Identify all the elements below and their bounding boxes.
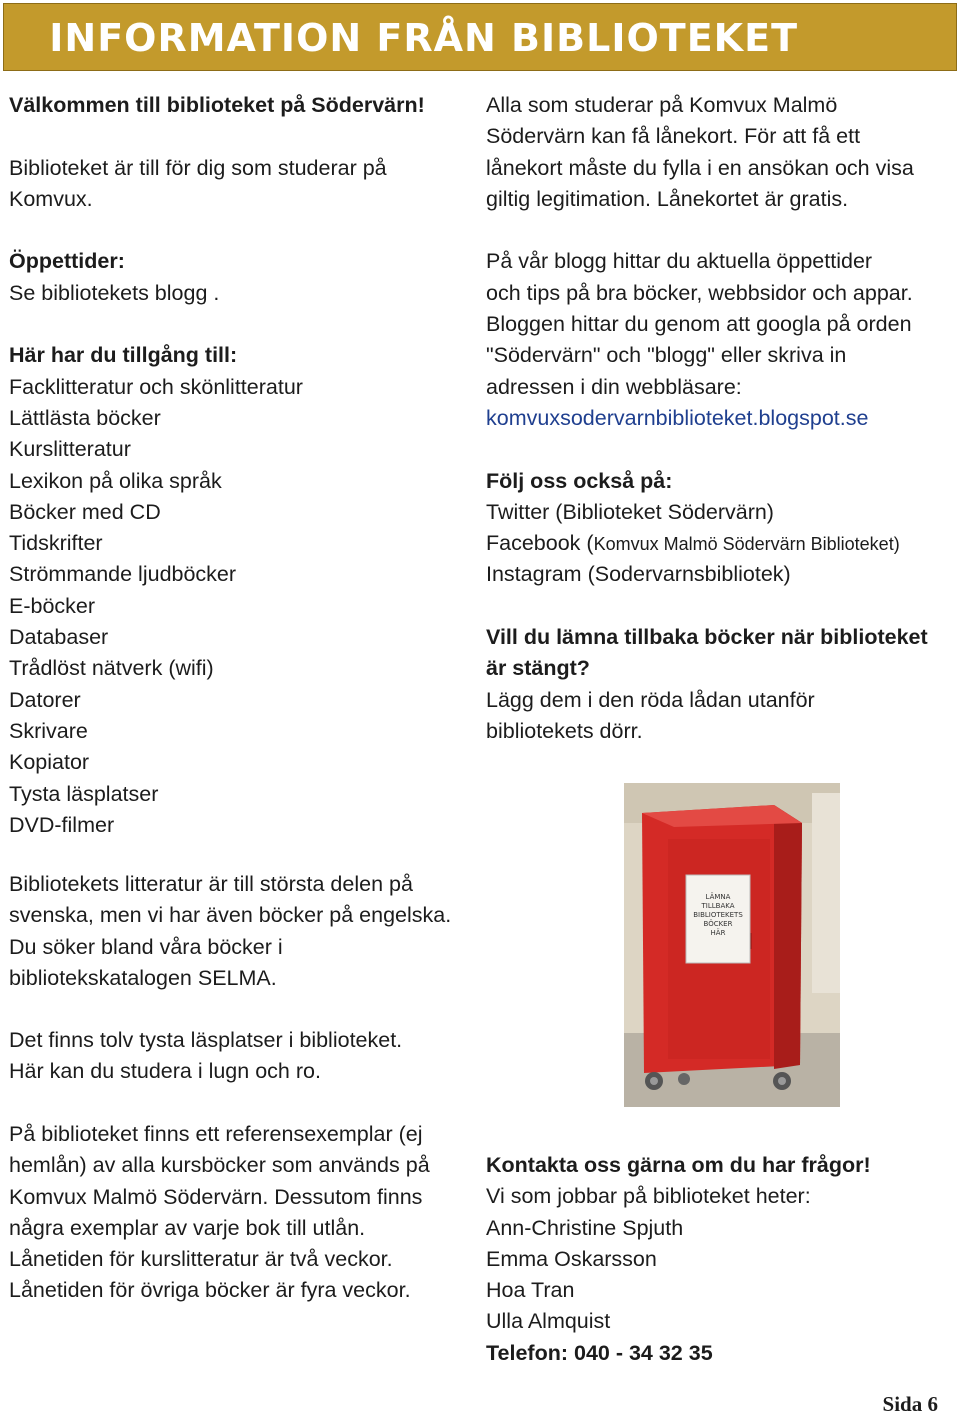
right-column: [486, 90, 956, 747]
facebook-prefix: Facebook (: [486, 531, 594, 556]
card-line: giltig legitimation. Lånekortet är gratis.: [486, 186, 849, 211]
quiet-paragraph: [9, 1025, 479, 1088]
staff-name: Emma Oskarsson: [486, 1246, 657, 1271]
contact-intro: Vi som jobbar på biblioteket heter:: [486, 1184, 811, 1209]
reference-paragraph: [9, 1119, 479, 1307]
sign-line: HÄR: [710, 929, 726, 937]
paragraph-line: Bibliotekets litteratur är till största delen på: [9, 872, 413, 896]
list-item: Trådlöst nätverk (wifi): [9, 656, 214, 681]
list-item: E-böcker: [9, 593, 96, 618]
staff-name: Hoa Tran: [486, 1278, 575, 1303]
paragraph-line: Lånetiden för övriga böcker är fyra veckor.: [9, 1278, 411, 1303]
paragraph-line: Här kan du studera i lugn och ro.: [9, 1059, 321, 1084]
facebook-name: Komvux Malmö Södervärn Biblioteket): [593, 534, 900, 555]
paragraph-line: Det finns tolv tysta läsplatser i biblioteket.: [9, 1028, 403, 1052]
paragraph-line: Komvux Malmö Södervärn. Dessutom finns: [9, 1184, 423, 1209]
return-heading: är stängt?: [486, 656, 590, 681]
list-item: Lättlästa böcker: [9, 405, 161, 430]
access-list: [9, 372, 479, 841]
paragraph-line: svenska, men vi har även böcker på engelska.: [9, 903, 452, 928]
blog-line: Bloggen hittar du genom att googla på orden: [486, 312, 912, 337]
access-heading: Här har du tillgång till:: [9, 343, 238, 368]
card-line: Alla som studerar på Komvux Malmö: [486, 93, 838, 117]
paragraph-line: På biblioteket finns ett referensexemplar (ej: [9, 1122, 423, 1146]
list-item: DVD-filmer: [9, 812, 115, 837]
list-item: Lexikon på olika språk: [9, 468, 222, 493]
welcome-heading: Välkommen till biblioteket på Södervärn!: [9, 93, 425, 117]
list-item: Böcker med CD: [9, 499, 161, 524]
paragraph-line: några exemplar av varje bok till utlån.: [9, 1215, 366, 1240]
return-box-photo: [624, 783, 840, 1107]
sign-line: TILLBAKA: [701, 902, 735, 910]
intro-line: Komvux.: [9, 186, 93, 211]
paragraph-line: Lånetiden för kurslitteratur är två veckor.: [9, 1247, 393, 1272]
paragraph-line: hemlån) av alla kursböcker som används på: [9, 1153, 430, 1178]
paragraph-line: Du söker bland våra böcker i: [9, 934, 283, 959]
return-heading: Vill du lämna tillbaka böcker när biblioteket: [486, 625, 928, 650]
blog-line: På vår blogg hittar du aktuella öppettider: [486, 249, 873, 274]
card-line: lånekort måste du fylla i en ansökan och visa: [486, 155, 914, 180]
facebook-text: [486, 528, 956, 559]
blog-url-link[interactable]: komvuxsodervarnbiblioteket.blogspot.se: [486, 405, 869, 430]
return-text: bibliotekets dörr.: [486, 718, 643, 743]
card-line: Södervärn kan få lånekort. För att få ett: [486, 124, 861, 149]
list-item: Datorer: [9, 687, 81, 712]
list-item: Facklitteratur och skönlitteratur: [9, 374, 303, 399]
list-item: Skrivare: [9, 718, 88, 743]
blog-line: och tips på bra böcker, webbsidor och appar.: [486, 280, 913, 305]
return-text: Lägg dem i den röda lådan utanför: [486, 687, 815, 712]
hours-heading: Öppettider:: [9, 249, 125, 274]
list-item: Databaser: [9, 625, 109, 650]
page-title: INFORMATION FRÅN BIBLIOTEKET: [49, 16, 798, 60]
blog-line: "Södervärn" och "blogg" eller skriva in: [486, 343, 847, 368]
staff-name: Ulla Almquist: [486, 1309, 611, 1334]
list-item: Kopiator: [9, 750, 90, 775]
hours-text: Se bibliotekets blogg .: [9, 280, 220, 305]
intro-line: Biblioteket är till för dig som studerar på: [9, 155, 387, 180]
paragraph-line: bibliotekskatalogen SELMA.: [9, 965, 277, 990]
sign-line: BIBLIOTEKETS: [693, 911, 743, 919]
phone-number: Telefon: 040 - 34 32 35: [486, 1340, 713, 1365]
sign-line: LÄMNA: [705, 893, 731, 901]
list-item: Kurslitteratur: [9, 437, 131, 462]
blog-line: adressen i din webbläsare:: [486, 374, 742, 399]
instagram-text: Instagram (Sodervarnsbibliotek): [486, 562, 791, 587]
twitter-text: Twitter (Biblioteket Södervärn): [486, 499, 774, 524]
follow-heading: Följ oss också på:: [486, 468, 673, 493]
sign-line: BÖCKER: [703, 920, 733, 928]
list-item: Strömmande ljudböcker: [9, 562, 237, 587]
page-number: Sida 6: [882, 1392, 938, 1416]
header-banner: [3, 3, 957, 71]
contact-heading: Kontakta oss gärna om du har frågor!: [486, 1153, 871, 1177]
contact-block: [486, 1150, 956, 1369]
return-box-illustration: [624, 783, 840, 1107]
list-item: Tidskrifter: [9, 531, 103, 556]
list-item: Tysta läsplatser: [9, 781, 159, 806]
literature-paragraph: [9, 869, 479, 994]
left-column: [9, 90, 479, 841]
staff-name: Ann-Christine Spjuth: [486, 1215, 684, 1240]
